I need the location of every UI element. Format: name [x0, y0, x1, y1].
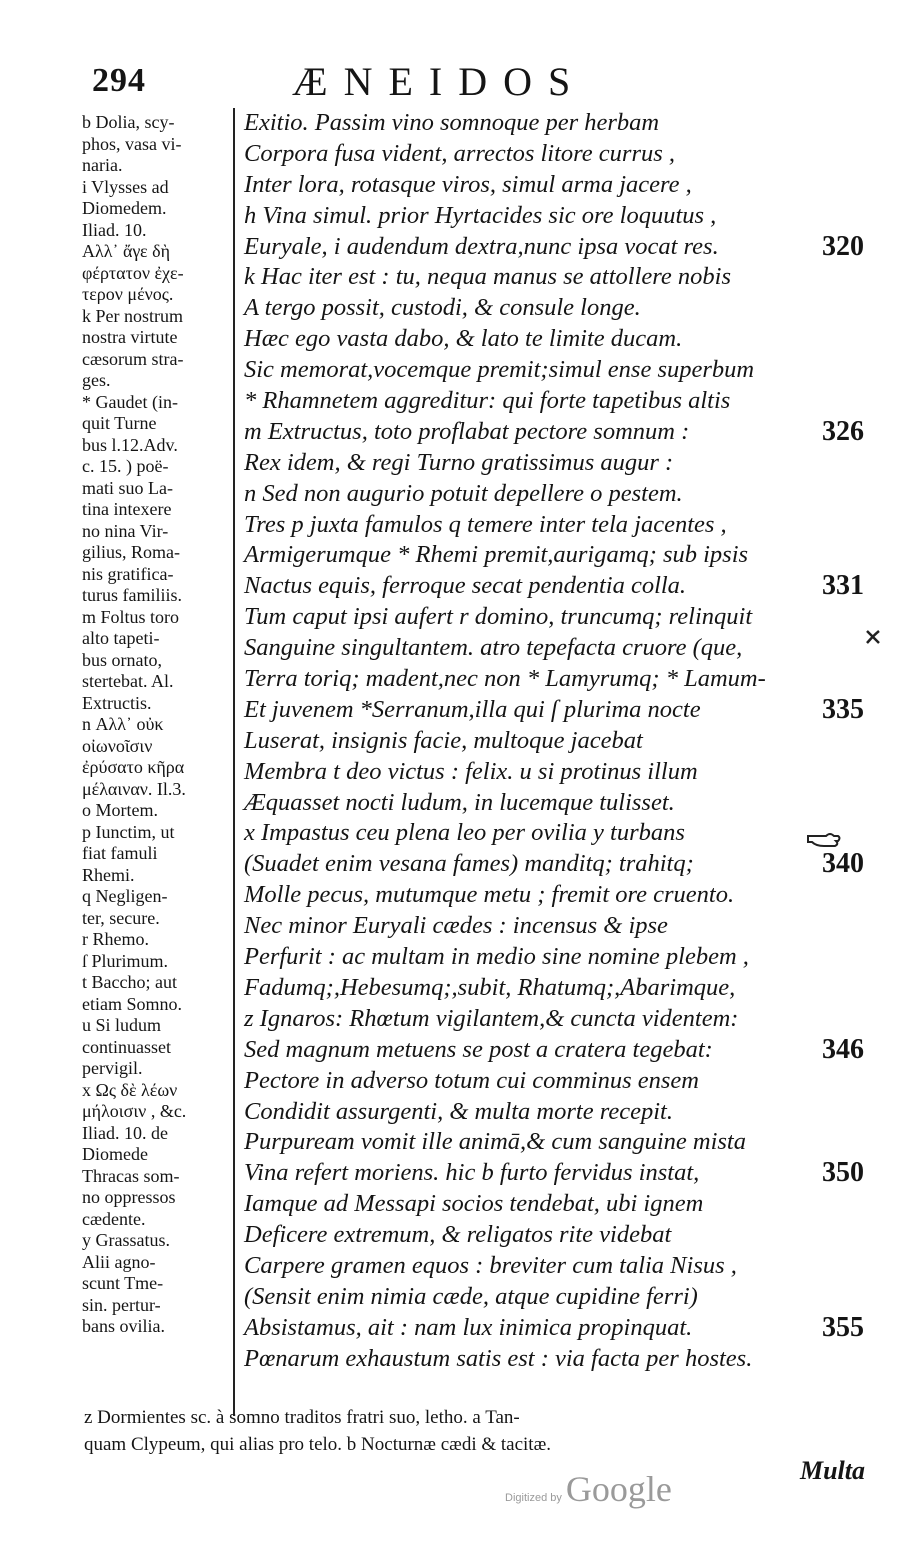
margin-note-line: sin. pertur-	[82, 1294, 161, 1315]
margin-note-line: ter, secure.	[82, 907, 160, 928]
verse-line	[244, 201, 874, 232]
verse-text: Iamque ad Messapi socios tendebat, ubi ignem	[244, 1190, 704, 1218]
margin-note-line: turus familiis.	[82, 585, 182, 605]
verse-line	[244, 818, 874, 849]
verse-text: Condidit assurgenti, & multa morte recepit.	[244, 1097, 673, 1125]
verse-line	[244, 386, 874, 417]
verse-line	[244, 1220, 874, 1251]
verse-line	[244, 571, 874, 602]
verse-text: Sic memorat,vocemque premit;simul ense superbum	[244, 356, 755, 384]
verse-text: Molle pecus, mutumque metu ; fremit ore cruento.	[244, 881, 735, 909]
margin-note-line: no oppressos	[82, 1187, 176, 1207]
margin-note-line: p Iunctim, ut	[82, 821, 175, 842]
verse-line	[244, 417, 874, 448]
margin-note-line: φέρτατον ἐχε-	[82, 262, 184, 283]
verse-text: Nec minor Euryali cædes : incensus & ipse	[244, 912, 668, 940]
verse-line	[244, 973, 874, 1004]
verse-text: Terra toriq; madent,nec non * Lamyrumq; * Lamum-	[244, 665, 766, 693]
margin-note-line: k Per nostrum	[82, 305, 183, 326]
margin-note-line: gilius, Roma-	[82, 542, 180, 562]
verse-text: Deficere extremum, & religatos rite videbat	[244, 1221, 672, 1249]
verse-text: n Sed non augurio potuit depellere o pestem.	[244, 479, 683, 507]
verse-column	[244, 108, 874, 1375]
verse-text: Et juvenem *Serranum,illa qui ſ plurima nocte	[244, 695, 701, 723]
margin-note-line: ges.	[82, 370, 111, 390]
verse-line	[244, 1189, 874, 1220]
verse-line	[244, 1344, 874, 1375]
verse-text: Pectore in adverso totum cui comminus ensem	[244, 1066, 699, 1094]
margin-note-line: Diomede	[82, 1144, 148, 1164]
verse-text: h Vina simul. prior Hyrtacides sic ore loquutus ,	[244, 201, 717, 229]
margin-note-line: o Mortem.	[82, 800, 158, 820]
verse-line	[244, 1158, 874, 1189]
margin-note-line: μήλοισιν , &c.	[82, 1101, 187, 1121]
verse-text: Perfurit : ac multam in medio sine nomine plebem ,	[244, 943, 749, 971]
verse-text: Rex idem, & regi Turno gratissimus augur :	[244, 448, 674, 476]
margin-note-line: scunt Tme-	[82, 1273, 164, 1293]
verse-text: Luserat, insignis facie, multoque jacebat	[244, 726, 643, 754]
verse-line	[244, 293, 874, 324]
margin-note-line: phos, vasa vi-	[82, 133, 182, 154]
margin-note-line: tina intexere	[82, 499, 172, 519]
footnotes	[84, 1404, 874, 1458]
margin-note-line: etiam Somno.	[82, 993, 182, 1014]
verse-line	[244, 849, 874, 880]
margin-note-line: Alii agno-	[82, 1251, 156, 1272]
margin-note-line: nostra virtute	[82, 327, 178, 347]
line-number: 320	[822, 230, 864, 262]
verse-line	[244, 695, 874, 726]
verse-text: Carpere gramen equos : breviter cum talia Nisus ,	[244, 1251, 737, 1279]
margin-note-line: x Ως δὲ λέων	[82, 1079, 178, 1100]
verse-line	[244, 262, 874, 293]
verse-line	[244, 1097, 874, 1128]
verse-text: Sed magnum metuens se post a cratera tegebat:	[244, 1035, 713, 1063]
margin-note-line: Iliad. 10.	[82, 219, 147, 240]
google-watermark	[505, 1468, 672, 1510]
margin-note-line: ἐρύσατο κῆρα	[82, 757, 185, 777]
verse-line	[244, 633, 874, 664]
verse-line	[244, 448, 874, 479]
verse-line	[244, 602, 874, 633]
margin-note-line: y Grassatus.	[82, 1230, 170, 1250]
margin-note-line: continuasset	[82, 1036, 171, 1057]
line-number: 340	[822, 848, 864, 880]
verse-line	[244, 1282, 874, 1313]
verse-text: Tum caput ipsi aufert r domino, truncumq; relinquit	[244, 603, 753, 631]
margin-note-line: mati suo La-	[82, 477, 173, 498]
margin-note-line: u Si ludum	[82, 1015, 162, 1035]
verse-line	[244, 880, 874, 911]
page-number: 294	[92, 62, 146, 99]
margin-note-line: i Vlysses ad	[82, 176, 169, 197]
verse-text: Sanguine singultantem. atro tepefacta cruore (que,	[244, 634, 743, 662]
verse-text: Absistamus, ait : nam lux inimica propinquat.	[244, 1313, 693, 1341]
footnote-line: quam Clypeum, qui alias pro telo. b Nocturnæ cædi & tacitæ.	[84, 1434, 552, 1455]
column-divider	[233, 108, 235, 1416]
line-number: 346	[822, 1033, 864, 1065]
verse-text: Membra t deo victus : felix. u si protinus illum	[244, 757, 698, 785]
verse-line	[244, 726, 874, 757]
margin-note-line: n Αλλ᾽ οὐκ	[82, 714, 164, 734]
verse-text: Purpuream vomit ille animā,& cum sanguine mista	[244, 1128, 746, 1156]
margin-note-line: t Baccho; aut	[82, 972, 177, 992]
verse-line	[244, 1313, 874, 1344]
line-number: 326	[822, 415, 864, 447]
verse-line	[244, 1066, 874, 1097]
verse-line	[244, 108, 874, 139]
footnote-line: z Dormientes sc. à somno traditos fratri suo, letho. a Tan-	[84, 1407, 520, 1428]
verse-line	[244, 664, 874, 695]
verse-text: Pœnarum exhaustum satis est : via facta per hostes.	[244, 1344, 753, 1372]
margin-note-line: Diomedem.	[82, 198, 167, 218]
verse-line	[244, 355, 874, 386]
margin-note-line: r Rhemo.	[82, 929, 149, 949]
verse-text: Corpora fusa vident, arrectos litore currus ,	[244, 139, 676, 167]
line-number: 355	[822, 1311, 864, 1343]
margin-note-line: cædente.	[82, 1208, 146, 1229]
margin-note-line: q Negligen-	[82, 886, 168, 906]
verse-line	[244, 1004, 874, 1035]
margin-note-line: b Dolia, scy-	[82, 112, 175, 132]
verse-text: Exitio. Passim vino somnoque per herbam	[244, 109, 660, 136]
verse-text: x Impastus ceu plena leo per ovilia y turbans	[244, 819, 685, 847]
margin-note-line: fiat famuli	[82, 843, 158, 863]
margin-note-line: ſ Plurimum.	[82, 950, 169, 971]
verse-text: k Hac iter est : tu, nequa manus se attollere nobis	[244, 263, 731, 291]
verse-line	[244, 1251, 874, 1282]
verse-text: Tres p juxta famulos q temere inter tela jacentes ,	[244, 510, 727, 538]
verse-line	[244, 232, 874, 263]
margin-note-line: stertebat. Al.	[82, 671, 174, 691]
verse-line	[244, 1035, 874, 1066]
margin-note-line: Thracas som-	[82, 1165, 180, 1186]
line-number: 331	[822, 570, 864, 602]
pointing-hand-icon	[806, 828, 842, 857]
verse-text: Hæc ego vasta dabo, & lato te limite ducam.	[244, 325, 683, 353]
margin-note-line: cæsorum stra-	[82, 348, 184, 369]
margin-note-line: bus l.12.Adv.	[82, 434, 178, 455]
verse-text: * Rhamnetem aggreditur: qui forte tapetibus altis	[244, 387, 731, 415]
verse-text: Vina refert moriens. hic b furto fervidus instat,	[244, 1159, 700, 1187]
margin-note-line: c. 15. ) poë-	[82, 456, 169, 476]
verse-line	[244, 757, 874, 788]
margin-note-line: τερον μένος.	[82, 284, 174, 304]
verse-text: Fadumq;,Hebesumq;,subit, Rhatumq;,Abarimque,	[244, 973, 736, 1001]
margin-note-line: * Gaudet (in-	[82, 391, 178, 412]
verse-line	[244, 170, 874, 201]
line-number: 335	[822, 693, 864, 725]
verse-text: A tergo possit, custodi, & consule longe.	[244, 294, 641, 322]
verse-text: Æquasset nocti ludum, in lucemque tulisset.	[244, 788, 675, 816]
verse-line	[244, 788, 874, 819]
margin-note-line: nis gratifica-	[82, 563, 174, 584]
margin-note-line: Extructis.	[82, 692, 152, 713]
margin-note-line: pervigil.	[82, 1058, 143, 1078]
verse-line	[244, 942, 874, 973]
verse-line	[244, 540, 874, 571]
verse-text: Inter lora, rotasque viros, simul arma jacere ,	[244, 170, 692, 198]
verse-line	[244, 510, 874, 541]
verse-text: m Extructus, toto proflabat pectore somnum :	[244, 417, 690, 445]
margin-notes-column	[82, 112, 232, 1338]
verse-text: z Ignaros: Rhœtum vigilantem,& cuncta videntem:	[244, 1004, 739, 1032]
margin-note-line: Iliad. 10. de	[82, 1122, 168, 1143]
running-title: ÆNEIDOS	[292, 59, 587, 104]
verse-text: Nactus equis, ferroque secat pendentia colla.	[244, 572, 687, 600]
margin-note-line: Rhemi.	[82, 864, 135, 885]
verse-text: Euryale, i audendum dextra,nunc ipsa vocat res.	[244, 232, 719, 260]
watermark-prefix: Digitized by	[505, 1492, 562, 1504]
margin-note-line: alto tapeti-	[82, 628, 160, 648]
verse-line	[244, 139, 874, 170]
verse-text: (Sensit enim nimia cæde, atque cupidine ferri)	[244, 1282, 698, 1310]
margin-note-line: Αλλ᾽ ἄγε δὴ	[82, 241, 170, 261]
verse-text: Armigerumque * Rhemi premit,aurigamq; sub ipsis	[244, 541, 749, 569]
margin-note-line: m Foltus toro	[82, 606, 180, 627]
catchword: Multa	[799, 1456, 865, 1485]
verse-line	[244, 479, 874, 510]
printer-mark-icon	[864, 628, 882, 651]
margin-note-line: naria.	[82, 155, 123, 175]
margin-note-line: quit Turne	[82, 413, 157, 433]
margin-note-line: μέλαιναν. Il.3.	[82, 778, 186, 799]
margin-note-line: no nina Vir-	[82, 520, 169, 541]
verse-line	[244, 1127, 874, 1158]
margin-note-line: bans ovilia.	[82, 1316, 165, 1336]
verse-text: (Suadet enim vesana fames) manditq; trahitq;	[244, 850, 694, 878]
google-logo: Google	[565, 1469, 672, 1509]
verse-line	[244, 911, 874, 942]
margin-note-line: οἰωνοῖσιν	[82, 735, 153, 756]
verse-line	[244, 324, 874, 355]
line-number: 350	[822, 1157, 864, 1189]
margin-note-line: bus ornato,	[82, 649, 162, 670]
